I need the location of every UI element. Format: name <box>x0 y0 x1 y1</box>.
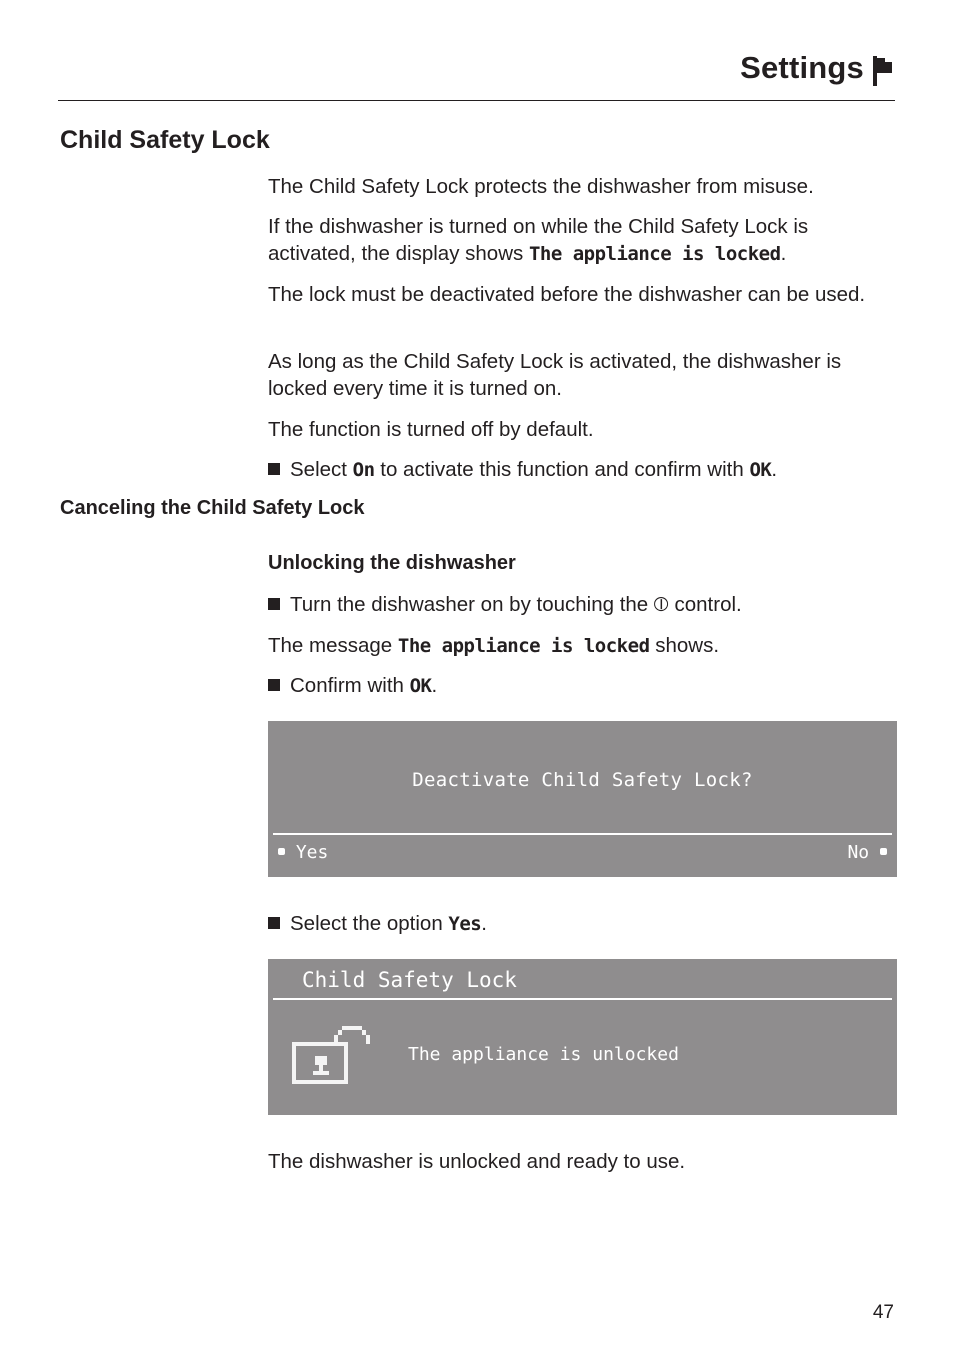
display-text-locked: The appliance is locked <box>528 243 781 265</box>
text: The message <box>268 634 398 657</box>
display-text-ok: OK <box>749 459 772 481</box>
paragraph-deactivate: The lock must be deactivated before the dishwasher can be used. <box>268 283 866 306</box>
display-text-yes: Yes <box>448 913 482 935</box>
display-panel-unlocked <box>268 959 897 1115</box>
section-title: Child Safety Lock <box>60 126 270 154</box>
bullet-icon <box>268 598 280 610</box>
text: If the dishwasher is turned on while the Child Safety Lock is activated, the display shows <box>268 215 809 265</box>
step-activate <box>268 456 898 484</box>
selector-dot-icon <box>278 848 285 855</box>
header-divider <box>58 100 895 101</box>
subsection-title: Canceling the Child Safety Lock <box>60 497 365 519</box>
text: to activate this function and confirm with <box>374 458 750 481</box>
option-no[interactable] <box>847 842 887 863</box>
display-title: Child Safety Lock <box>302 968 517 992</box>
option-no-label: No <box>847 842 870 863</box>
text: . <box>431 674 438 697</box>
paragraph-activated: As long as the Child Safety Lock is activated, the dishwasher is locked every time it is turned on. <box>268 350 842 400</box>
paragraph-final: The dishwasher is unlocked and ready to use. <box>268 1150 686 1173</box>
subsubsection-title: Unlocking the dishwasher <box>268 552 516 574</box>
display-message: The appliance is unlocked <box>408 1044 679 1065</box>
page-number: 47 <box>872 1302 894 1323</box>
paragraph-default: The function is turned off by default. <box>268 418 594 441</box>
flag-icon <box>872 56 894 86</box>
display-divider <box>273 998 892 1000</box>
display-panel-deactivate <box>268 721 897 877</box>
paragraph-intro: The Child Safety Lock protects the dishwasher from misuse. <box>268 175 814 198</box>
text: control. <box>668 593 742 616</box>
unlocked-padlock-icon <box>291 1022 381 1087</box>
display-question: Deactivate Child Safety Lock? <box>412 769 753 791</box>
text: shows. <box>649 634 720 657</box>
page-header-title: Settings <box>740 50 864 85</box>
text: Select the option <box>290 912 449 935</box>
text: Turn the dishwasher on by touching the <box>290 593 654 616</box>
step-select-yes <box>268 910 898 938</box>
paragraph-display-locked <box>268 213 898 268</box>
text: . <box>481 912 487 935</box>
option-yes-label: Yes <box>295 842 329 863</box>
display-text-on: On <box>352 459 375 481</box>
display-divider <box>273 833 892 835</box>
bullet-icon <box>268 679 280 691</box>
text: . <box>780 242 787 265</box>
text: Select <box>290 458 353 481</box>
display-text-locked: The appliance is locked <box>397 635 650 657</box>
power-icon: ⦶ <box>653 593 669 616</box>
text: . <box>771 458 778 481</box>
selector-dot-icon <box>880 848 887 855</box>
display-text-ok: OK <box>409 675 432 697</box>
step-confirm <box>268 672 898 700</box>
paragraph-message <box>268 632 898 660</box>
bullet-icon <box>268 463 280 475</box>
option-yes[interactable] <box>278 842 328 863</box>
text: Confirm with <box>290 674 410 697</box>
step-turn-on <box>268 591 898 618</box>
bullet-icon <box>268 917 280 929</box>
